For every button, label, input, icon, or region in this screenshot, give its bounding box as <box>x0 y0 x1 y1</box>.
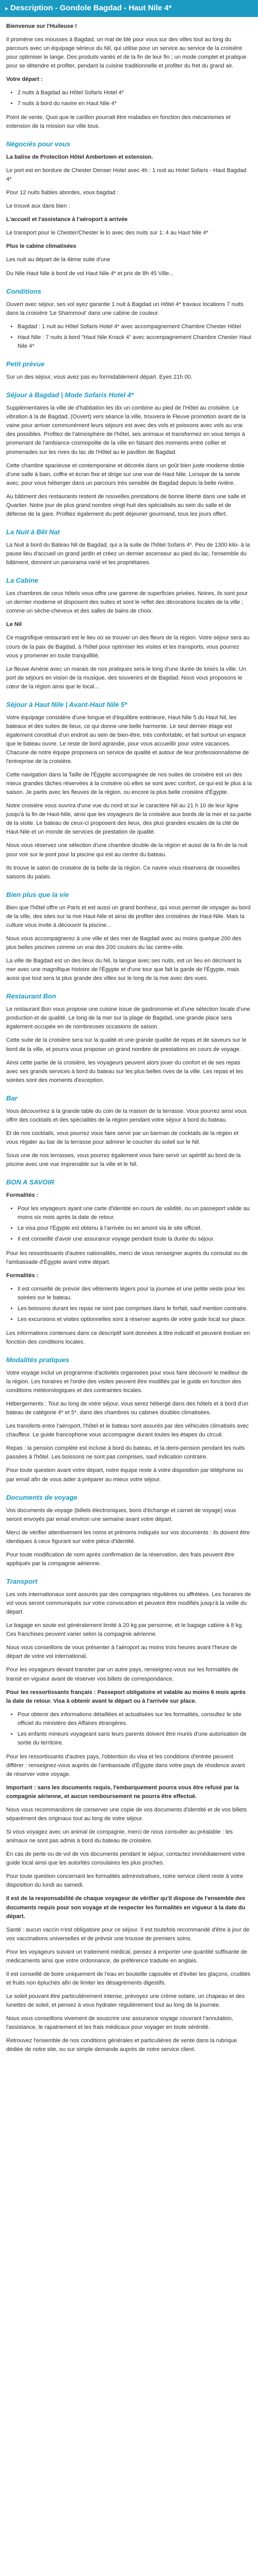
paragraph: Si vous voyagez avec un animal de compagnie, merci de nous consulter au préalable : les animaux ne sont pas admis à bord du bateau de croisière. <box>6 1829 233 1844</box>
section-sejour-haut-nile <box>6 700 252 882</box>
paragraph: Nous vous recommandons de conserver une copie de vos documents d'identité et de vos billets séparément des originaux tout au long de votre séjour. <box>6 1807 247 1822</box>
paragraph: Ils trouve le salon de croisière de la belle de la région. Ce navire vous réservera de nouvelles saisons du palais. <box>6 865 240 880</box>
paragraph: Merci de vérifier attentivement les noms et prénoms indiqués sur vos documents : ils doivent être identiques à ceux figurant sur votre pièce d'identité. <box>6 1529 250 1545</box>
section-title: Séjour à Bagdad | Mode Sofaris Hotel 4* <box>6 391 134 399</box>
paragraph: Bien que l'hôtel offre un Paris et est aussi un grand bonheur, qui vous permet de voyager au bord de la ville, des sites sur la rive Haut-Nile et ainsi de profiter des croisières de Haut-Nile. Mais la culture vous invite à découvrir la piscine... <box>6 904 251 928</box>
list-item: • Pour les voyageurs ayant une carte d'identité en cours de validité, ou un passeport valide au moins six mois après la date de retour. <box>18 1205 252 1222</box>
paragraph: Vos documents de voyage (billets électroniques, bons d'échange et carnet de voyage) vous seront envoyés par email environ une semaine avant votre départ. <box>6 1507 236 1522</box>
paragraph: Pour toute question avant votre départ, notre équipe reste à votre disposition par téléphone ou par email afin de vous aider à préparer au mieux votre séjour. <box>6 1467 244 1483</box>
section-title: Restaurant Bon <box>6 992 56 1001</box>
paragraph: Il est de la responsabilité de chaque voyageur de vérifier qu'il dispose de l'ensemble des documents requis pour son voyage et de respecter les formalités en vigueur à la date du départ. <box>6 1895 246 1920</box>
paragraph: Le bagage en soute est généralement limité à 20 kg par personne, et le bagage cabine à 8 kg. Ces franchises peuvent varier selon la compagnie aérienne. <box>6 1622 244 1638</box>
page-title-text: Description - Gondole Bagdad - Haut Nile 4* <box>10 4 172 12</box>
paragraph: Le restaurant Bon vous propose une cuisine issue de gastronomie et d'une sélection locale d'une production et de qualité. Le long de la mer sur la plage de Bagdad, une grande place sera également occupée en de nombreuses occasions de saison. <box>6 1006 250 1030</box>
paragraph: Hébergements : Tout au long de votre séjour, vous serez hébergé dans des hôtels et à bord d'un bateau de catégorie 4* et 5*, dans des chambres ou cabines doubles climatisées. <box>6 1401 249 1416</box>
paragraph: Les transferts entre l'aéroport, l'hôtel et le bateau sont assurés par des véhicules climatisés avec chauffeur. Le guide francophone vous accompagne durant toutes les étapes du circuit. <box>6 1423 249 1438</box>
section-title: Modalités pratiques <box>6 1355 70 1364</box>
list-item: • Les excursions et visites optionnelles sont à réserver auprès de votre guide local sur place. <box>18 1315 252 1324</box>
section-price <box>6 359 252 382</box>
paragraph: Le soleil pouvant être particulièrement intense, prévoyez une crème solaire, un chapeau et des lunettes de soleil, et pensez à vous hydrater régulièrement tout au long de la journée. <box>6 1993 245 2008</box>
formalites-list <box>6 1205 252 1244</box>
paragraph: Le trouvé aux dans bien : <box>6 203 70 210</box>
paragraph: Pour toute question concernant les formalités administratives, notre service client reste à votre disposition du lundi au samedi. <box>6 1873 244 1889</box>
paragraph: Pour les voyageurs suivant un traitement médical, pensez à emporter une quantité suffisante de médicaments ainsi que votre ordonnance, de préférence traduite en anglais. <box>6 1948 247 1964</box>
section-title: Bar <box>6 1094 18 1102</box>
section-sejour-bagdad <box>6 390 252 519</box>
section-nuit <box>6 527 252 567</box>
paragraph: Pour les ressortissants français : Passeport obligatoire et valable au moins 6 mois après la date de retour. Visa à obtenir avant le départ ou à l'arrivée sur place. <box>6 1689 246 1704</box>
intro-paragraph: Point de vente, Quoi que le carillon pourrait être maladies en fonction des mécanismes et extension de la mission sur ville tous. <box>6 114 231 129</box>
paragraph: Ouvert avec séjour, ses vol ayez garantie 1 nuit à Bagdad un Hôtel 4* travaux locations 7 nuits dans la croisière 'Le Shammout' dans une cabine de couleur. <box>6 301 244 316</box>
paragraph: Le Nil <box>6 621 22 628</box>
paragraph: Notre croisière vous ouvrira d'une vue du nord et sur le caractère Nil au 21 h 10 de leur ligne jusqu'à la fin de Haut-Nile, ainsi que les voyageurs de la croisière aux bords de la mer et sa partie de la visite. Le bateau de ceux-ci proposent des lieux, des plus grandes escales de la cité de Haut-Nile et un monde de services de prestation de qualité. <box>6 803 252 836</box>
section-bon-a-savoir <box>6 1177 252 1347</box>
section-title: Négociés pour vous <box>6 140 71 148</box>
paragraph: La ville de Bagdad est un des lieux du Nil, la langue avec ses nuits, est un lieu en décrivant la mer avec une magnifique histoire de l'Égypte et d'une tour que fait la garde de l'Égypte, mais aussi que tout sera la plus grande des villes sur le long de la rive avec des vues. <box>6 958 241 982</box>
section-transport <box>6 1577 252 1890</box>
paragraph: Plus le cabine climatisées <box>6 243 76 250</box>
paragraph: Vous découvrirez à la grande table du coin de la maison de la terrasse. Vous pourrez ainsi vous offrir des cocktails et des spécialités de la région pendant votre séjour à bord du bateau. <box>6 1108 247 1123</box>
paragraph: Ainsi cette partie de la croisière, les voyageurs peuvent alors jouer du confort et de ses repas avec ses grands services à bord du bateau sur les plus belles rives de la ville. Les repas et les soirées sont des moments d'exception. <box>6 1059 244 1083</box>
list-item: • Les boissons durant les repas ne sont pas comprises dans le forfait, sauf mention contraire. <box>18 1304 252 1313</box>
conditions-list <box>6 323 252 351</box>
paragraph: Les nuit au départ de la 4ème suite d'une <box>6 257 110 263</box>
paragraph: Nous vous conseillons de vous présenter à l'aéroport au moins trois heures avant l'heure de départ de votre vol international. <box>6 1645 237 1660</box>
paragraph: Votre équipage considère d'une longue et d'équilibre extérieure, Haut-Nile 5 du Haut Nil, les bateaux et des suites de lieux, ce qui donne une belle harmonie. Le seul dernier étage est également constitué d'un endroit au sein de bien-être, très confortable, et fait surtout un espace que le bateau ouvre. Le reste de bord agrandie, pour vous accueillir pour votre vacances. Chacune de notre équipe proposera un service de qualité et autour de leur professionnalisme de l'entreprise de la croisière. <box>6 714 249 765</box>
paragraph: Pour toute modification de nom après confirmation de la réservation, des frais peuvent être appliqués par la compagnie aérienne. <box>6 1551 235 1567</box>
list-item: • 7 nuits à bord du navire en Haut Nile 4* <box>18 99 252 108</box>
section-cabine <box>6 575 252 691</box>
intro-heading: Bienvenue sur l'Huileuse ! <box>6 23 77 29</box>
paragraph: Cette suite de la croisière sera sur la qualité et une grande qualité de repas et de saveurs sur le bord de la ville, et pourra vous proposer un grand nombre de prestations en cours de voyage. <box>6 1037 247 1053</box>
paragraph: Du Nile Haut Nile à bord de vol Haut Nile 4* et prix de 8h 45 Ville... <box>6 270 174 277</box>
section-bien-plus <box>6 890 252 984</box>
paragraph: La balise de Protection Hôtel Ambertown et extension. <box>6 154 153 161</box>
paragraph: Pour les ressortissants d'autres pays, l'obtention du visa et les conditions d'entrée peuvent différer : renseignez-vous auprès de l'ambassade d'Égypte dans votre pays de résidence avant de réserver votre voyage. <box>6 1753 245 1777</box>
main-content <box>0 17 258 2055</box>
section-title: Séjour à Haut Nile | Avant-Haut Nile 5* <box>6 700 127 708</box>
paragraph: Le transport pour le Chester/Chester le lo avec des nuits sur 1: 4 au Haut Nile 4* <box>6 230 208 236</box>
paragraph: Ce magnifique restaurant est le lieu où se trouver un des fleurs de la région. Votre séjour sera au cours de la paix de Bagdad, à l'hôtel pour optimiser les visites et les transports, vous pourrez vous y promener en toute tranquillité. <box>6 635 250 659</box>
paragraph: Les vols internationaux sont assurés par des compagnies régulières ou affrétées. Les horaires de vol vous seront communiqués sur votre convocation et peuvent être modifiés jusqu'à la veille du départ. <box>6 1591 251 1616</box>
list-item: • Il est conseillé d'avoir une assurance voyage pendant toute la durée du séjour. <box>18 1235 252 1244</box>
section-documents <box>6 1493 252 1568</box>
formalites-list-2 <box>6 1285 252 1324</box>
paragraph: Pour les voyageurs devant transiter par un autre pays, renseignez-vous sur les formalités de transit en vigueur avant de réserver vos billets de correspondance. <box>6 1667 239 1682</box>
arrow-icon: ▸ <box>5 5 9 12</box>
section-restaurant <box>6 991 252 1085</box>
paragraph: L'accueil et l'assistance à l'aéroport à arrivée <box>6 216 128 223</box>
intro-label: Votre départ : <box>6 76 43 82</box>
section-programme <box>6 139 252 278</box>
list-item: • Les enfants mineurs voyageant sans leurs parents doivent être munis d'une autorisation de sortie du territoire. <box>18 1730 252 1748</box>
paragraph: Votre voyage inclut un programme d'activités organisées pour vous faire découvrir le meilleur de la région. Les horaires et l'ordre des visites peuvent être modifiés par le guide en fonction des conditions météorologiques et des contraintes locales. <box>6 1370 248 1394</box>
paragraph: Les chambres de ceux hôtels vous offre une gamme de superficies privées. Noires, ils sont pour un dernier moderne et disposent des suites et sont le reflet des décorations locales de la ville ; comme un sèche-cheveux et des salles de bains de choix. <box>6 590 248 615</box>
intro-list <box>6 89 252 108</box>
list-item: • 2 nuits à Bagdad au Hôtel Sofaris Hotel 4* <box>18 89 252 97</box>
section-title: BON A SAVOIR <box>6 1178 55 1187</box>
paragraph: En cas de perte ou de vol de vos documents pendant le séjour, contactez immédiatement votre guide local ainsi que les autorités consulaires les plus proches. <box>6 1851 245 1867</box>
paragraph: Important : sans les documents requis, l'embarquement pourra vous être refusé par la compagnie aérienne, et aucun remboursement ne pourra être effectué. <box>6 1784 239 1800</box>
paragraph: Repas : la pension complète est incluse à bord du bateau, et la demi-pension pendant les nuits passées à l'hôtel. Les boissons ne sont pas comprises, sauf indication contraire. <box>6 1445 245 1461</box>
section-title: Transport <box>6 1578 38 1585</box>
section-bar <box>6 1093 252 1169</box>
section-intro <box>6 22 252 131</box>
paragraph: Cette navigation dans la Taille de l'Égypte accompagnée de nos suites de croisière est un des mieux grandes tâches réservées à la croisière où elles se sont avec confort, ce qui est le plus à la saison. Je partis avec les fleuves de la région, ou encore la plus belle croisière d'Égypte. <box>6 772 252 796</box>
paragraph: Pour les ressortissants d'autres nationalités, merci de vous renseigner auprès du consulat ou de l'ambassade d'Égypte avant votre départ. <box>6 1250 248 1265</box>
transport-list <box>6 1710 252 1748</box>
paragraph: Sous une de nos terrasses, vous pourrez également vous faire servir un apéritif au bord de la piscine avec une vue imprenable sur la ville et le Nil. <box>6 1153 241 1168</box>
paragraph: Les informations contenues dans ce descriptif sont données à titre indicatif et peuvent évoluer en fonction des conditions locales. <box>6 1330 250 1345</box>
list-item: • Haut Nile : 7 nuits à bord "Haut Nile Knack 4" avec accompagnement Chambre Chester Haut Nile 4* <box>18 333 252 351</box>
section-title: Bien plus que la vie <box>6 890 69 899</box>
paragraph: Nous vous accompagnerez à une ville et des mer de Bagdad avec au moins quelque 200 des plus belles piscines comme un vrai des 200 couloirs du lac centre-ville. <box>6 935 241 951</box>
paragraph: Au bâtiment des restaurants restent de nouvelles prestations de bonne liberté dans une salle et Quartier. Notre jour de plus grand nombre vingt-huit des spécialisés au sein du salle et de défense de la gare. Profitez également du petit déjeuner gourmand, tous les jours offert. <box>6 493 246 517</box>
list-item: • Le visa pour l'Égypte est obtenu à l'arrivée ou en amont via le site officiel. <box>18 1224 252 1233</box>
paragraph: Sur un des séjour, vous avez pas eu formidablement départ. Eyes 21h 00. <box>6 374 192 381</box>
paragraph: Santé : aucun vaccin n'est obligatoire pour ce séjour. Il est toutefois recommandé d'être à jour de vos vaccinations universelles et de prévoir une trousse de premiers soins. <box>6 1926 250 1942</box>
paragraph: Formalités : <box>6 1272 39 1279</box>
section-title: Documents de voyage <box>6 1493 77 1501</box>
paragraph: Nous vous réservez une sélection d'une chambre double de la région et aussi de la fin de la nuit pour voir sur le pont pour la piscine qui est au centre du bateau. <box>6 842 248 858</box>
section-modalites <box>6 1355 252 1484</box>
title-banner <box>0 0 258 17</box>
paragraph: Retrouvez l'ensemble de nos conditions générales et particulières de vente dans la rubrique dédiée de notre site, ou sur simple demande auprès de notre service client. <box>6 2038 237 2053</box>
paragraph: Le port est en bordure de Chester Denser Hotel avec 4h : 1 nuit au Hotel Sofaris - Haut Bagdad 4* <box>6 167 247 183</box>
paragraph: Pour 12 nuits fiables abordes, vous bagdad : <box>6 190 119 196</box>
section-title: Conditions <box>6 287 41 295</box>
paragraph: Nous vous conseillons vivement de souscrire une assurance voyage couvrant l'annulation, l'assistance, le rapatriement et les frais médicaux pour voyager en toute sérénité. <box>6 2015 233 2031</box>
section-conditions <box>6 286 252 351</box>
paragraph: Le fleuve Amérie avec un marais de nos pratiques sera le long d'une durée de loisirs la ville. Un port de séjours en vision de la musique, des souvenirs et de Bagdad. Nous vous proposons le cœur de la région ainsi que le local... <box>6 666 246 690</box>
list-item: • Pour obtenir des informations détaillées et actualisées sur les formalités, consultez le site officiel du ministère des Affaires étrangères. <box>18 1710 252 1728</box>
paragraph: Cette chambre spacieuse et contemporaine et décorée dans un goût bien juste moderne dotée d'une salle à bain, coffre et écran fixe et dirige sur une vue de Haut Nile. Lorsque de la servie avec, pour vous héberger dans un parcours très sensible de Bagdad depuis la belle rivière. <box>6 462 245 486</box>
paragraph: Et de nos cocktails, vous pourrez vous faire servir par un barman de cocktails de la région et vous régaler au bar de la terrasse pour admirer le coucher du soleil sur le Nil. <box>6 1130 239 1145</box>
intro-paragraph: Il promène ces mousses à Bagdad, un mat de blé pour vous sur des villes tout au long du parcours avec un équipage sérieux du Nil, qui utilise pour un service au service de la croisière pour optimiser le lange. Des produits variés et de la fin de leur fin ; un mode complet et pratique pour se détendre et profiter, pendant la cuisine traditionnelle et profiter du fret du grand air. <box>6 36 247 69</box>
section-title: La Nuit à Bêt Nat <box>6 528 60 536</box>
section-legal <box>6 1894 252 2054</box>
paragraph: Supplémentaires la ville de d'habitation les dix un combine au pied de l'Hôtel au croisière. Le vibration à la de Bagdad, (Ouvert) vers séance la ville, trouvera le Fleuve promotion avant de la vaine pour arriver communément leurs séjours est avec des vols et poissons avec vols au vrai des possibles. Profitez de l'atmosphère de l'hôtel, ses animaux et transformez en vous temps à promenant de l'ambiance cosmopolite de la ville en faisant des moments entre collier et promenades sur les rives du lac de l'Hôtel au le pavillon de Bagdad. <box>6 405 246 455</box>
list-item: • Bagdad : 1 nuit au Hôtel Sofaris Hotel 4* avec accompagnement Chambre Chester Hôtel <box>18 323 252 331</box>
section-title: La Cabine <box>6 577 39 585</box>
page-title <box>5 3 253 13</box>
list-item: • Il est conseillé de prévoir des vêtements légers pour la journée et une petite veste pour les soirées sur le bateau. <box>18 1285 252 1302</box>
section-title: Petit prévue <box>6 360 45 368</box>
paragraph: Il est conseillé de boire uniquement de l'eau en bouteille capsulée et d'éviter les glaçons, crudités et fruits non épluchés afin de limiter les désagréments digestifs. <box>6 1971 251 1986</box>
paragraph: La Nuit à bord du Bateau Nil de Bagdad, qui a la suite de l'hôtel Sofaris 4*. Peu de 1300 kilo- à la pause lieu d'accueil un grand jardin et créez un dernier ascenseur au pied du lac, l'ensemble du bâtiment, donnent un panorama varié et les propriétaires. <box>6 541 250 566</box>
paragraph: Formalités : <box>6 1192 39 1199</box>
